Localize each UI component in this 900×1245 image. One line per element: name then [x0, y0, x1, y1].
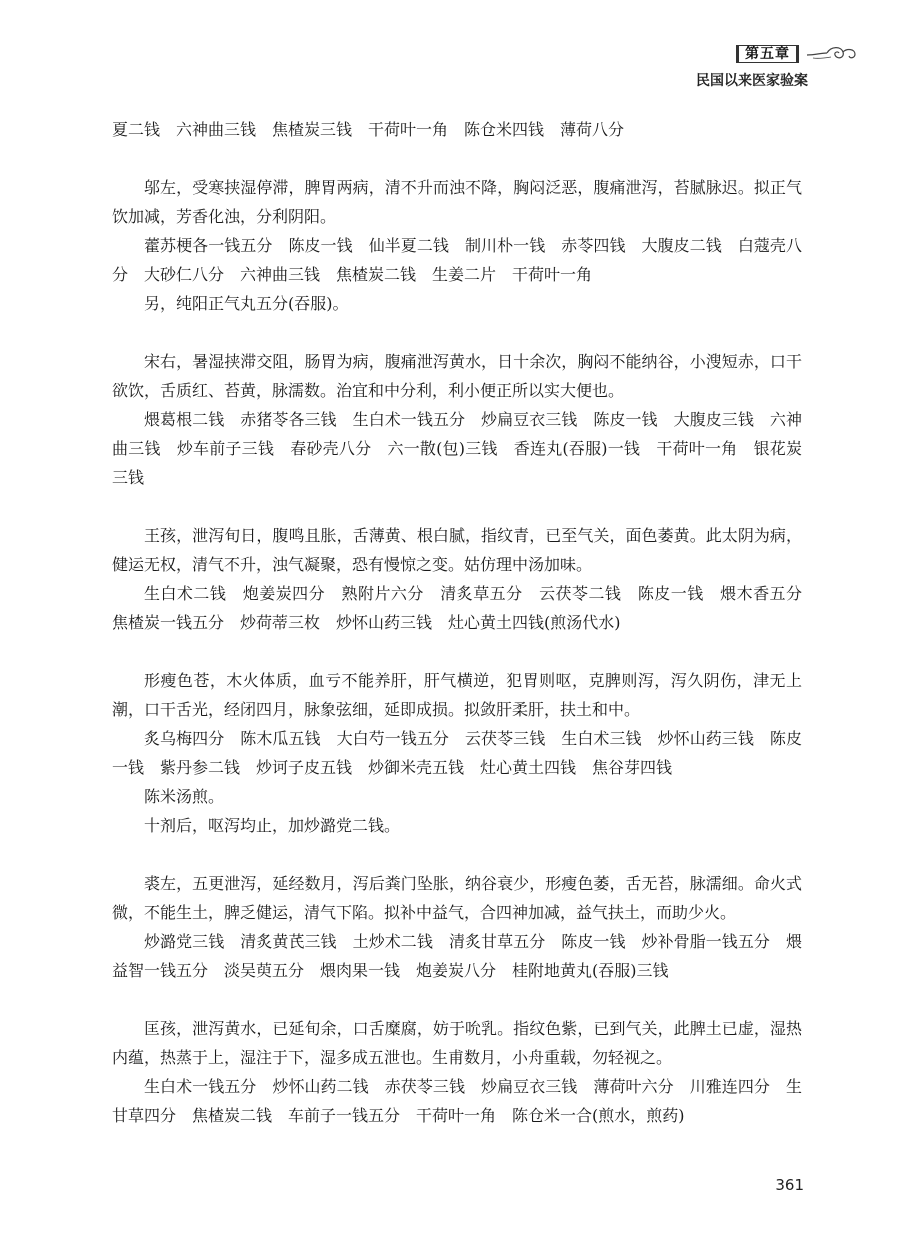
text-paragraph: 裘左，五更泄泻，延经数月，泻后粪门坠胀，纳谷衰少，形瘦色萎，舌无苔，脉濡细。命火式微，不能生土，脾乏健运，清气下陷。拟补中益气，合四神加减，益气扶土，而助少火。: [112, 874, 802, 922]
text-paragraph: 王孩，泄泻旬日，腹鸣且胀，舌薄黄、根白腻，指纹青，已至气关，面色萎黄。此太阴为病，健运无权，清气不升，浊气凝聚，恐有慢惊之变。姑仿理中汤加味。: [112, 526, 802, 574]
page-body: [112, 115, 819, 1130]
paragraph-gap: [112, 840, 802, 869]
chapter-bar-right: [796, 45, 799, 63]
chapter-label: 第五章: [739, 45, 796, 63]
page-number: 361: [775, 1176, 804, 1194]
text-paragraph: 十剂后，呕泻均止，加炒潞党二钱。: [144, 816, 401, 835]
paragraph-gap: [112, 318, 802, 347]
text-paragraph: 生白术二钱 炮姜炭四分 熟附片六分 清炙草五分 云茯苓二钱 陈皮一钱 煨木香五分 焦楂炭一钱五分 炒荷蒂三枚 炒怀山药三钱 灶心黄土四钱(煎汤代水): [112, 584, 819, 632]
text-paragraph: 煨葛根二钱 赤猪苓各三钱 生白术一钱五分 炒扁豆衣三钱 陈皮一钱 大腹皮三钱 六神曲三钱 炒车前子三钱 春砂壳八分 六一散(包)三钱 香连丸(吞服)一钱 干荷叶一角 银花炭三钱: [112, 410, 802, 487]
text-paragraph: 陈米汤煎。: [144, 787, 225, 806]
text-paragraph: 炙乌梅四分 陈木瓜五钱 大白芍一钱五分 云茯苓三钱 生白术三钱 炒怀山药三钱 陈皮一钱 紫丹参二钱 炒诃子皮五钱 炒御米壳五钱 灶心黄土四钱 焦谷芽四钱: [112, 729, 802, 777]
text-paragraph: 夏二钱 六神曲三钱 焦楂炭三钱 干荷叶一角 陈仓米四钱 薄荷八分: [112, 120, 625, 139]
text-paragraph: 另，纯阳正气丸五分(吞服)。: [144, 294, 349, 313]
paragraph-gap: [112, 985, 802, 1014]
paragraph-gap: [112, 637, 802, 666]
text-paragraph: 宋右，暑湿挟滞交阻，肠胃为病，腹痛泄泻黄水，日十余次，胸闷不能纳谷，小溲短赤，口干欲饮，舌质红、苔黄，脉濡数。治宜和中分利，利小便正所以实大便也。: [112, 352, 802, 400]
text-paragraph: 藿苏梗各一钱五分 陈皮一钱 仙半夏二钱 制川朴一钱 赤苓四钱 大腹皮二钱 白蔻壳八分 大砂仁八分 六神曲三钱 焦楂炭二钱 生姜二片 干荷叶一角: [112, 236, 802, 284]
section-title: 民国以来医家验案: [696, 73, 808, 89]
paragraph-gap: [112, 144, 802, 173]
cloud-ornament-icon: [805, 44, 859, 64]
text-paragraph: 匡孩，泄泻黄水，已延旬余，口舌糜腐，妨于吮乳。指纹色紫，已到气关，此脾土已虚，湿热内蕴，热蒸于上，湿注于下，湿多成五泄也。生甫数月，小舟重载，勿轻视之。: [112, 1019, 802, 1067]
text-paragraph: 形瘦色苍，木火体质，血亏不能养肝，肝气横逆，犯胃则呕，克脾则泻，泻久阴伤，津无上潮，口干舌光，经闭四月，脉象弦细，延即成损。拟敛肝柔肝，扶土和中。: [112, 671, 802, 719]
text-paragraph: 炒潞党三钱 清炙黄芪三钱 土炒术二钱 清炙甘草五分 陈皮一钱 炒补骨脂一钱五分 煨益智一钱五分 淡吴萸五分 煨肉果一钱 炮姜炭八分 桂附地黄丸(吞服)三钱: [112, 932, 802, 980]
chapter-tag: [736, 44, 859, 64]
text-paragraph: 邬左，受寒挟湿停滞，脾胃两病，清不升而浊不降，胸闷泛恶，腹痛泄泻，苔腻脉迟。拟正气饮加减，芳香化浊，分利阴阳。: [112, 178, 802, 226]
text-paragraph: 生白术一钱五分 炒怀山药二钱 赤茯苓三钱 炒扁豆衣三钱 薄荷叶六分 川雅连四分 生甘草四分 焦楂炭二钱 车前子一钱五分 干荷叶一角 陈仓米一合(煎水，煎药): [112, 1077, 802, 1125]
paragraph-gap: [112, 492, 802, 521]
